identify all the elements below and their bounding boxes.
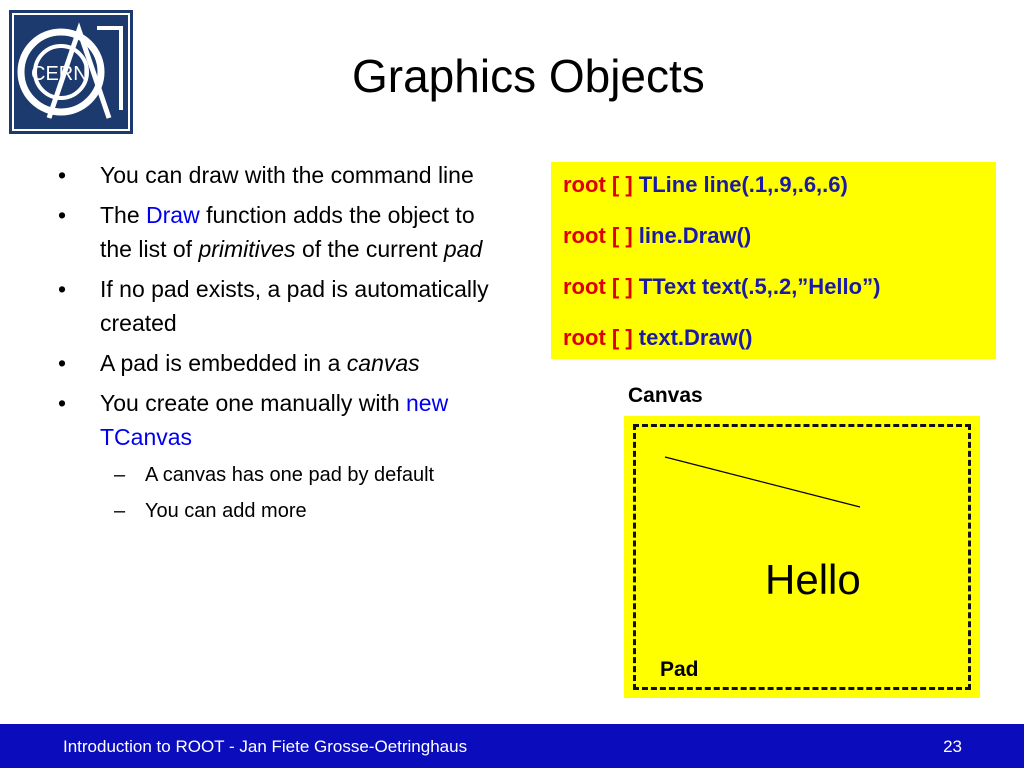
code-box	[551, 162, 996, 359]
footer-bar	[0, 724, 1024, 768]
sub-bullet-item: – You can add more	[114, 500, 307, 522]
canvas-diagram	[624, 416, 980, 698]
footer-text: Introduction to ROOT - Jan Fiete Grosse-Oetringhaus	[63, 737, 468, 756]
page-number: 23	[943, 737, 962, 756]
bullet-item: • You create one manually with new TCanvas	[58, 390, 449, 450]
root-prompt: root [ ]	[563, 325, 633, 350]
sub-bullet-item: – A canvas has one pad by default	[114, 464, 435, 486]
code-line	[563, 172, 996, 198]
bullet-item: • You can draw with the command line	[58, 162, 474, 188]
draw-keyword: Draw	[146, 202, 200, 228]
canvas-label: Canvas	[628, 384, 703, 407]
code-command: text.Draw()	[638, 325, 753, 350]
primitives-term: primitives	[198, 236, 296, 262]
bullet-item: • A pad is embedded in a canvas	[58, 350, 420, 376]
bullet-item: • The Draw function adds the object to the list of primitives of the current pad	[58, 202, 483, 262]
root-prompt: root [ ]	[563, 172, 633, 197]
new-tcanvas-keyword: new TCanvas	[100, 390, 449, 450]
code-command: TLine line(.1,.9,.6,.6)	[638, 172, 848, 197]
code-command: TText text(.5,.2,”Hello”)	[638, 274, 881, 299]
svg-text:CERN: CERN	[31, 63, 88, 85]
cern-logo	[9, 10, 133, 134]
code-line	[563, 274, 996, 300]
code-line	[563, 223, 996, 249]
slide-title: Graphics Objects	[352, 50, 705, 102]
pad-term: pad	[443, 236, 483, 262]
code-command: line.Draw()	[638, 223, 752, 248]
hello-text: Hello	[765, 556, 861, 603]
root-prompt: root [ ]	[563, 274, 633, 299]
canvas-term: canvas	[346, 350, 420, 376]
code-line	[563, 325, 996, 351]
root-prompt: root [ ]	[563, 223, 633, 248]
bullet-list	[58, 158, 508, 532]
pad-label: Pad	[660, 658, 699, 681]
bullet-item: • If no pad exists, a pad is automatically created	[58, 276, 489, 336]
